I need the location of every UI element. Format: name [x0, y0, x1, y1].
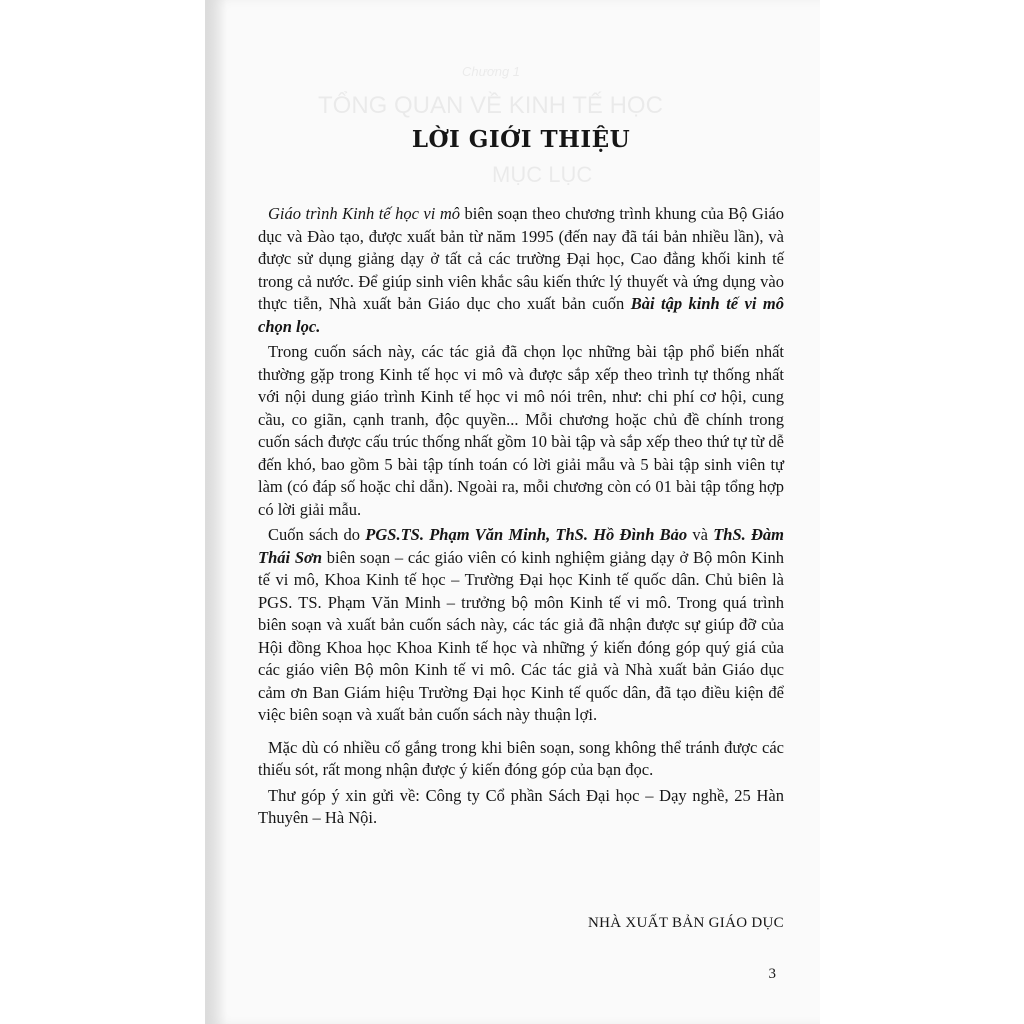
bleed-through-heading: TỔNG QUAN VỀ KINH TẾ HỌC — [318, 92, 663, 119]
page-title: LỜI GIỚI THIỆU — [411, 126, 631, 153]
authors-rest: biên soạn – các giáo viên có kinh nghiệm giảng dạy ở Bộ môn Kinh tế vi mô, Khoa Kinh tế học – Trường Đại học Kinh tế quốc dân. Chủ biên là PGS. TS. Phạm Văn Minh – trưởng bộ môn Kinh tế vi mô. Trong quá trình biên soạn và xuất bản cuốn sách này, các tác giả đã nhận được sự giúp đỡ của Hội đồng Khoa học Khoa Kinh tế học và những ý kiến đóng góp quý giá của các giáo viên Bộ môn Kinh tế vi mô. Các tác giả và Nhà xuất bản Giáo dục cảm ơn Ban Giám hiệu Trường Đại học Kinh tế quốc dân, đã tạo điều kiện để việc biên soạn và xuất bản cuốn sách này thuận lợi. — [258, 547, 785, 724]
authors-names: PGS.TS. Phạm Văn Minh, ThS. Hồ Đình Bảo — [365, 525, 688, 544]
publisher-signature: NHÀ XUẤT BẢN GIÁO DỤC — [587, 915, 784, 931]
bleed-through-chapter: Chương 1 — [462, 64, 521, 79]
page-body — [258, 203, 784, 833]
paragraph-intro — [258, 203, 784, 338]
page-gutter-shadow — [205, 0, 227, 1024]
bleed-through-toc: MỤC LỤC — [492, 162, 593, 187]
authors-and: và — [687, 525, 714, 544]
book-name-bold: Bài tập kinh tế vi mô chọn lọc. — [258, 294, 784, 336]
book-title-italic: Giáo trình Kinh tế học vi mô — [268, 204, 461, 223]
paragraph-content: Trong cuốn sách này, các tác giả đã chọn lọc những bài tập phổ biến nhất thường gặp trong Kinh tế học vi mô và được sắp xếp theo trình tự thống nhất với nội dung giáo trình Kinh tế học vi mô nói trên, như: chi phí cơ hội, cung cầu, co giãn, cạnh tranh, độc quyền... Mỗi chương hoặc chủ đề chính trong cuốn sách được cấu trúc thống nhất gồm 10 bài tập và sắp xếp theo thứ tự từ dễ đến khó, bao gồm 5 bài tập tính toán có lời giải mẫu và 5 bài tập sinh viên tự làm (có đáp số hoặc chỉ dẫn). Ngoài ra, mỗi chương còn có 01 bài tập tổng hợp có lời giải mẫu. — [258, 342, 784, 519]
authors-lead: Cuốn sách do — [268, 525, 366, 544]
page-number: 3 — [768, 966, 776, 982]
intro-text: biên soạn theo chương trình khung của Bộ Giáo dục và Đào tạo, được xuất bản từ năm 1995 (đến nay đã tái bản nhiều lần), và được sử dụng giảng dạy ở tất cả các trường Đại học, Cao đẳng khối kinh tế trong cả nước. Để giúp sinh viên khắc sâu kiến thức lý thuyết và ứng dụng vào thực tiễn, Nhà xuất bản Giáo dục cho xuất bản cuốn — [258, 204, 784, 313]
author-third: ThS. Đàm Thái Sơn — [258, 525, 785, 567]
paragraph-contact: Thư góp ý xin gửi về: Công ty Cổ phần Sách Đại học – Dạy nghề, 25 Hàn Thuyên – Hà Nội. — [258, 785, 784, 827]
paragraph-authors — [258, 524, 784, 727]
paragraph-apology: Mặc dù có nhiều cố gắng trong khi biên soạn, song không thể tránh được các thiếu sót, rất mong nhận được ý kiến đóng góp của bạn đọc. — [258, 737, 784, 779]
